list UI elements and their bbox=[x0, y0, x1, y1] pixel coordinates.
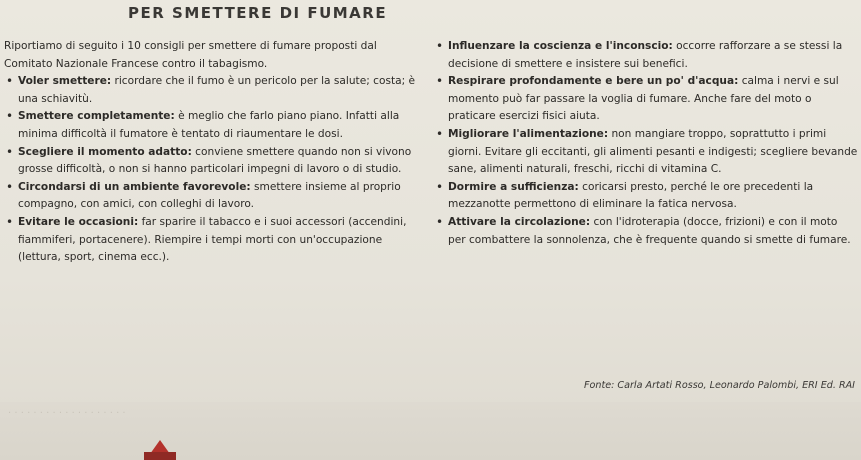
left-column bbox=[4, 38, 426, 267]
tip-item bbox=[4, 179, 426, 214]
tip-term: Dormire a sufficienza: bbox=[448, 180, 579, 193]
tip-term: Voler smettere: bbox=[18, 75, 112, 88]
tip-item bbox=[434, 179, 858, 214]
tip-text: è meglio che farlo piano piano. Infatti alla minima difficoltà il fumatore è tentato di riaumentare le dosi. bbox=[18, 110, 400, 140]
tip-text: con l'idroterapia (docce, frizioni) e con il moto per combattere la sonnolenza, che è frequente quando si smette di fumare. bbox=[448, 215, 851, 246]
tip-text: calma i nervi e sul momento può far passare la voglia di fumare. Anche fare del moto o praticare esercizi fisici aiuta. bbox=[448, 75, 839, 123]
tip-term: Circondarsi di un ambiente favorevole: bbox=[18, 180, 251, 193]
tip-term: Attivare la circolazione: bbox=[448, 215, 591, 228]
tip-text: conviene smettere quando non si vivono grosse difficoltà, o non si hanno particolari impegni di lavoro o di studio. bbox=[18, 145, 412, 176]
tip-term: Respirare profondamente e bere un po' d'acqua: bbox=[448, 75, 739, 88]
tip-text: ricordare che il fumo è un pericolo per la salute; costa; è una schiavitù. bbox=[18, 75, 416, 105]
tip-text: non mangiare troppo, soprattutto i primi giorni. Evitare gli eccitanti, gli alimenti pesanti e indigesti; scegliere bevande sane, alimenti naturali, freschi, ricchi di vitamina C. bbox=[448, 127, 858, 176]
tip-item bbox=[4, 73, 426, 108]
ghost-line: · · · · · · · · · · · · · · · · · · · bbox=[8, 408, 126, 419]
tip-item bbox=[434, 73, 858, 126]
intro-paragraph: Riportiamo di seguito i 10 consigli per smettere di fumare proposti dal Comitato Nazionale Francese contro il tabagismo. bbox=[4, 40, 377, 70]
tip-item bbox=[4, 108, 426, 143]
tip-item bbox=[4, 144, 426, 179]
tip-text: coricarsi presto, perché le ore precedenti la mezzanotte permettono di eliminare la fatica nervosa. bbox=[448, 180, 814, 211]
tip-text: far sparire il tabacco e i suoi accessori (accendini, fiammiferi, portacenere). Riempire i tempi morti con un'occupazione (lettura, sport, cinema ecc.). bbox=[18, 215, 407, 264]
tip-item bbox=[434, 38, 858, 73]
right-column bbox=[434, 38, 858, 249]
tip-term: Migliorare l'alimentazione: bbox=[448, 127, 609, 140]
tip-text: smettere insieme al proprio compagno, con amici, con colleghi di lavoro. bbox=[18, 180, 401, 211]
right-tips-list bbox=[434, 38, 858, 249]
tip-term: Smettere completamente: bbox=[18, 110, 175, 123]
page-title: PER SMETTERE DI FUMARE bbox=[128, 4, 388, 22]
red-marker-base bbox=[144, 452, 176, 460]
tip-text: occorre rafforzare a se stessi la decisione di smettere e insistere sui benefici. bbox=[448, 40, 843, 70]
tip-term: Scegliere il momento adatto: bbox=[18, 145, 192, 158]
tip-item bbox=[4, 214, 426, 267]
tip-item bbox=[434, 214, 858, 249]
tip-item bbox=[434, 126, 858, 179]
tip-term: Influenzare la coscienza e l'inconscio: bbox=[448, 40, 673, 52]
source-credit: Fonte: Carla Artati Rosso, Leonardo Palombi, ERI Ed. RAI bbox=[584, 380, 855, 391]
left-tips-list bbox=[4, 73, 426, 267]
tip-term: Evitare le occasioni: bbox=[18, 215, 139, 228]
faded-background-text bbox=[0, 402, 861, 460]
